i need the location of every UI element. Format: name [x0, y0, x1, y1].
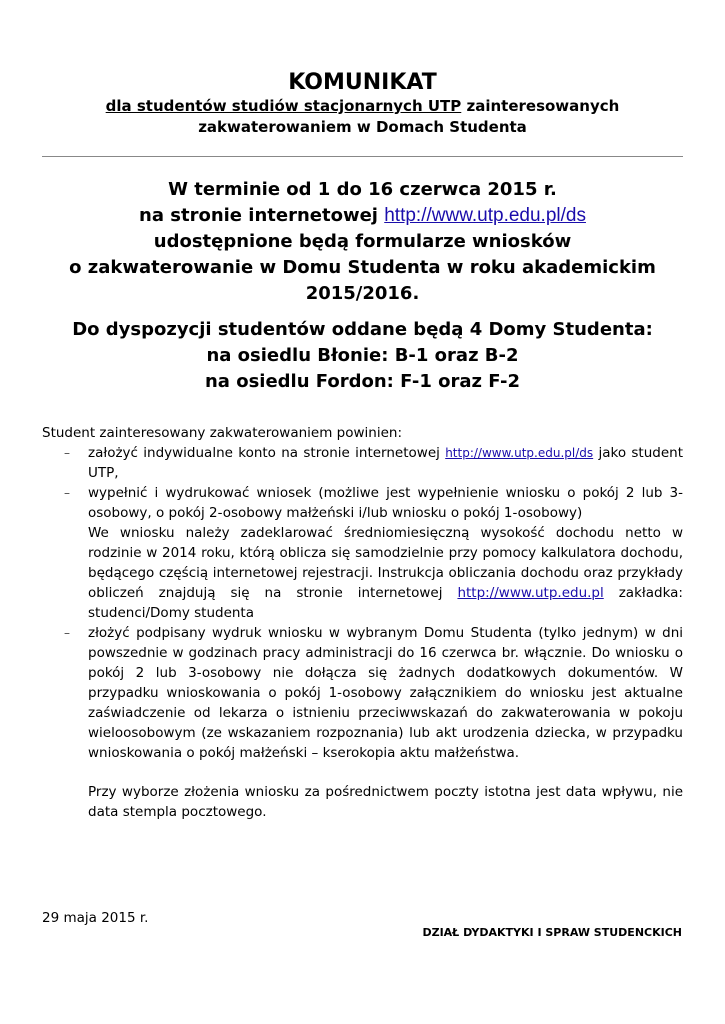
instructions-body: [42, 423, 683, 822]
bullet-dash: –: [64, 446, 70, 460]
item2-paragraph: [42, 523, 683, 623]
document-title: KOMUNIKAT: [288, 70, 437, 95]
dorms-line1: Do dyspozycji studentów oddane będą 4 Domy Studenta:: [72, 319, 653, 340]
announcement-line5: 2015/2016.: [305, 283, 420, 304]
postal-note: Przy wyborze złożenia wniosku za pośrednictwem poczty istotna jest data wpływu, nie data stempla pocztowego.: [88, 784, 683, 820]
announcement-line3: udostępnione będą formularze wniosków: [153, 231, 572, 252]
subtitle-line2: zakwaterowaniem w Domach Studenta: [198, 118, 527, 136]
horizontal-divider: [42, 156, 683, 157]
announcement-line2: [40, 203, 685, 229]
ds-website-link[interactable]: http://www.utp.edu.pl/ds: [384, 205, 586, 226]
subtitle-rest: zainteresowanych: [461, 97, 620, 115]
item2-text: wypełnić i wydrukować wniosek (możliwe jest wypełnienie wniosku o pokój 2 lub 3-osobowy, o pokój 2-osobowy małżeński i/lub wniosku o pokój 1-osobowy): [88, 485, 683, 521]
item2-para-prefix: We wniosku należy zadeklarować średniomiesięczną wysokość dochodu netto w rodzinie w 2014 roku, którą oblicza się samodzielnie przy pomocy kalkulatora dochodu, będącego częścią internetowej rejestracji. Instrukcja obliczania dochodu oraz przykłady obliczeń znajdują się na stronie internetowej: [88, 525, 683, 601]
document-date: 29 maja 2015 r.: [42, 910, 149, 926]
list-item: [42, 623, 683, 763]
subtitle-underlined: dla studentów studiów stacjonarnych UTP: [105, 97, 462, 115]
announcement-line2-prefix: na stronie internetowej: [139, 205, 385, 226]
utp-website-link[interactable]: http://www.utp.edu.pl: [457, 585, 604, 601]
dorms-line3: na osiedlu Fordon: F-1 oraz F-2: [204, 371, 521, 392]
announcement-line4: o zakwaterowanie w Domu Studenta w roku akademickim: [69, 257, 656, 278]
instructions-list: [42, 443, 683, 523]
list-item: [42, 443, 683, 483]
item1-prefix: założyć indywidualne konto na stronie internetowej: [88, 445, 446, 461]
instructions-intro: Student zainteresowany zakwaterowaniem powinien:: [42, 425, 403, 441]
instructions-list-cont: [42, 623, 683, 763]
dorms-line2: na osiedlu Błonie: B-1 oraz B-2: [206, 345, 519, 366]
announcement-line1: W terminie od 1 do 16 czerwca 2015 r.: [168, 179, 557, 200]
document-subtitle: [40, 96, 685, 138]
bullet-dash: –: [64, 486, 70, 500]
dorms-block: [40, 317, 685, 395]
spacer: [42, 763, 683, 782]
item1-link[interactable]: http://www.utp.edu.pl/ds: [445, 446, 594, 460]
item3-text: złożyć podpisany wydruk wniosku w wybranym Domu Studenta (tylko jednym) w dni powszednie w godzinach pracy administracji do 16 czerwca br. włącznie. Do wniosku o pokój 2 lub 3-osobowy nie dołącza się żadnych dodatkowych dokumentów. W przypadku wnioskowania o pokój 1-osobowy załącznikiem do wniosku jest aktualne zaświadczenie od lekarza o istnieniu przeciwwskazań do zakwaterowania w pokoju wieloosobowym (ze wskazaniem rozpoznania) lub akt urodzenia dziecka, w przypadku wnioskowania o pokój małżeński – kserokopia aktu małżeństwa.: [88, 625, 683, 761]
bullet-dash: –: [64, 626, 70, 640]
department-signature: DZIAŁ DYDAKTYKI I SPRAW STUDENCKICH: [422, 926, 682, 939]
list-item: [42, 483, 683, 523]
announcement-block: [40, 177, 685, 307]
item1-suffix: jako student UTP,: [88, 445, 684, 481]
item2-para-suffix: zakładka: studenci/Domy studenta: [88, 585, 683, 621]
